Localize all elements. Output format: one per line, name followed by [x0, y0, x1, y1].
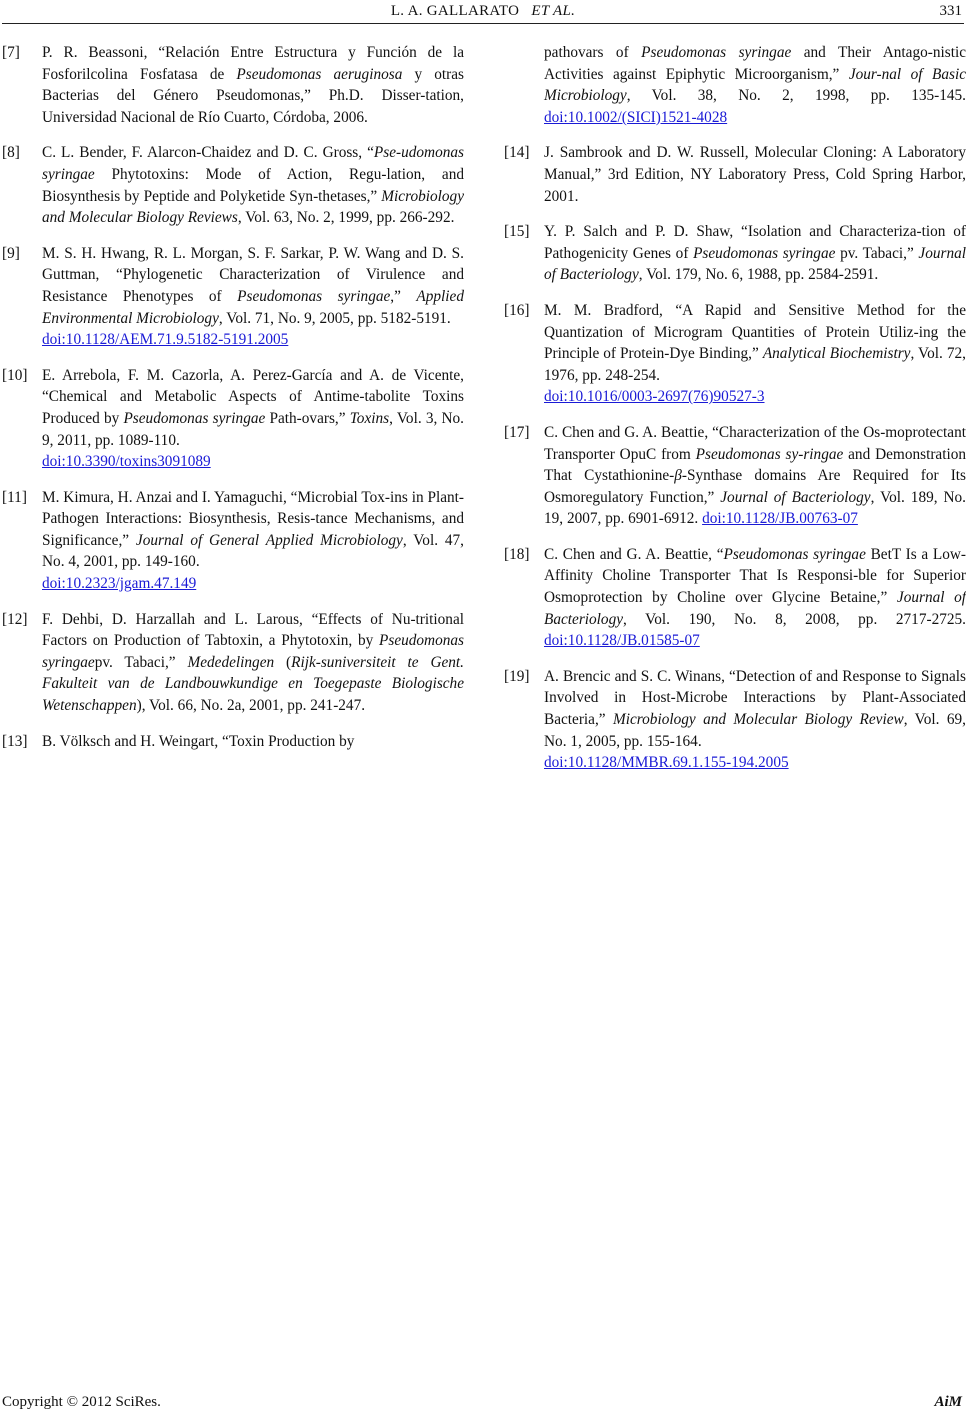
reference-italic-text: Jour-nal of Basic Microbiology	[544, 65, 966, 105]
reference-text	[42, 42, 464, 128]
reference-text-segment: P. R. Beassoni, “Relación Entre Estructura y Función de la Fosforilcolina Fosfatasa de	[42, 44, 464, 83]
reference-text-segment: B. Völksch and H. Weingart, “Toxin Production by	[42, 732, 355, 750]
reference-italic-text: β	[674, 467, 682, 485]
reference-text-segment: , Vol. 69, No. 1, 2005, pp. 155-164.	[544, 711, 966, 750]
reference-italic-text: Pseudomonas syringae	[42, 632, 464, 671]
reference-text	[42, 609, 464, 717]
doi-link[interactable]: doi:10.3390/toxins3091089	[42, 453, 211, 471]
reference-italic-text: Pseudomonas aeruginosa	[236, 65, 403, 83]
reference-italic-text: Pseudomonas syringae	[723, 545, 866, 563]
reference-text	[544, 300, 966, 408]
reference-italic-text: Applied Environmental Microbiology	[42, 287, 464, 327]
reference-number: [11]	[2, 488, 27, 506]
reference-italic-text: Analytical Biochemistry	[762, 345, 911, 363]
reference-text-segment: , Vol. 71, No. 9, 2005, pp. 5182-5191.	[218, 309, 451, 327]
reference-number: [14]	[504, 144, 530, 162]
reference-text-segment: ), Vol. 66, No. 2a, 2001, pp. 241-247.	[136, 697, 366, 715]
reference-text-segment: , Vol. 63, No. 2, 1999, pp. 266-292.	[237, 209, 455, 227]
reference-text-segment: C. Chen and G. A. Beattie, “Characterization of the Os-moprotectant Transporter OpuC from	[544, 423, 966, 463]
reference-text	[544, 422, 966, 530]
reference-item	[504, 544, 966, 652]
reference-text-segment: M. Kimura, H. Anzai and I. Yamaguchi, “Microbial Tox-ins in Plant-Pathogen Interactions: Biosynthesis, Resis-tance Mechanisms, and Significance,”	[42, 488, 464, 549]
reference-text-segment: M. M. Bradford, “A Rapid and Sensitive Method for the Quantization of Microgram Quantities of Protein Utiliz-ing the Principle of Protein-Dye Binding,”	[544, 301, 966, 363]
reference-text	[42, 487, 464, 595]
reference-item	[504, 142, 966, 207]
reference-text-segment: F. Dehbi, D. Harzallah and L. Larous, “Effects of Nu-tritional Factors on Production of Tabtoxin, a Phytotoxin, by	[42, 610, 464, 650]
reference-text-segment: M. S. H. Hwang, R. L. Morgan, S. F. Sarkar, P. W. Wang and D. S. Guttman, “Phylogenetic Characterization of Virulence and Resistance Phenotypes of	[42, 244, 464, 305]
reference-number: [18]	[504, 545, 530, 563]
reference-item	[2, 731, 464, 753]
reference-italic-text: Journal of General Applied Microbiology	[135, 531, 403, 549]
page-number: 331	[939, 3, 962, 19]
reference-text-segment: pv. Tabaci,”	[94, 653, 188, 671]
reference-text	[42, 243, 464, 351]
reference-item	[504, 422, 966, 530]
reference-number: [9]	[2, 244, 20, 262]
doi-link[interactable]: doi:10.1128/MMBR.69.1.155-194.2005	[544, 754, 789, 772]
header-rule	[2, 23, 964, 24]
reference-text-segment: and Their Antago-nistic Activities against Epiphytic Microorganism,”	[544, 44, 966, 83]
reference-item	[2, 142, 464, 228]
reference-number: [19]	[504, 667, 530, 685]
reference-text-segment: J. Sambrook and D. W. Russell, Molecular Cloning: A Laboratory Manual,” 3rd Edition, NY Laboratory Press, Cold Spring Harbor, 2001.	[544, 144, 966, 205]
reference-text-segment: A. Brencic and S. C. Winans, “Detection of and Response to Signals Involved in Host-Microbe Interactions by Plant-Associated Bacteria,”	[544, 667, 966, 729]
reference-number: [16]	[504, 301, 530, 319]
doi-link[interactable]: doi:10.1128/JB.00763-07	[702, 510, 858, 528]
reference-italic-text: Journal of Bacteriology	[544, 589, 966, 628]
copyright-notice: Copyright © 2012 SciRes.	[2, 1394, 161, 1410]
reference-text-segment: C. Chen and G. A. Beattie, “	[544, 545, 724, 563]
reference-text-segment: , Vol. 190, No. 8, 2008, pp. 2717-2725.	[623, 610, 966, 628]
reference-text	[544, 666, 966, 774]
reference-italic-text: Journal of Bacteriology	[544, 244, 966, 284]
reference-text	[544, 42, 966, 128]
reference-number: [8]	[2, 144, 20, 162]
reference-number: [13]	[2, 732, 28, 750]
reference-text-segment: , Vol. 47, No. 4, 2001, pp. 149-160.	[42, 531, 464, 571]
reference-column-right	[504, 42, 966, 788]
reference-text-segment: , Vol. 3, No. 9, 2011, pp. 1089-110.	[42, 409, 464, 449]
reference-italic-text: Pseudomonas syringae	[123, 409, 266, 427]
reference-text-segment: Path-ovars,”	[265, 409, 350, 427]
reference-italic-text: Pseudomonas syringae	[641, 44, 792, 61]
reference-text	[544, 544, 966, 652]
running-title-etal: ET AL.	[531, 3, 576, 19]
reference-item	[2, 365, 464, 473]
doi-link[interactable]: doi:10.1016/0003-2697(76)90527-3	[544, 388, 765, 406]
reference-text-segment: pv. Tabaci,”	[835, 244, 919, 262]
reference-item	[2, 42, 464, 128]
reference-italic-text: Pseudomonas syringae	[237, 287, 391, 305]
reference-text-segment: E. Arrebola, F. M. Cazorla, A. Perez-García and A. de Vicente, “Chemical and Metabolic Aspects of Antime-tabolite Toxins Produced by	[42, 366, 464, 427]
reference-text-segment: pathovars of	[544, 44, 642, 61]
reference-italic-text: Microbiology and Molecular Biology Reviews	[42, 187, 464, 227]
reference-text	[544, 142, 966, 207]
running-title	[0, 0, 966, 22]
doi-link[interactable]: doi:10.1128/JB.01585-07	[544, 632, 700, 650]
running-title-authors: L. A. GALLARATO	[390, 3, 520, 19]
reference-italic-text: Pseudomonas syringae	[693, 244, 836, 262]
reference-text-segment: and Demonstration That Cystathionine-	[544, 445, 966, 485]
reference-column-left	[2, 42, 464, 766]
journal-abbrev: AiM	[934, 1394, 962, 1410]
reference-text-segment: ,”	[390, 287, 417, 305]
reference-text	[544, 221, 966, 286]
reference-text-segment: , Vol. 179, No. 6, 1988, pp. 2584-2591.	[638, 266, 879, 284]
doi-link[interactable]: doi:10.1128/AEM.71.9.5182-5191.2005	[42, 331, 289, 349]
reference-text-segment: Y. P. Salch and P. D. Shaw, “Isolation and Characteriza-tion of Pathogenicity Genes of	[544, 223, 966, 262]
reference-italic-text: Rijk-suniversiteit te Gent. Fakulteit van de Landbouwkundige en Toegepaste Biologische Wetenschappen	[42, 653, 465, 715]
reference-italic-text: Mededelingen	[187, 653, 275, 671]
reference-text-segment: Phytotoxins: Mode of Action, Regu-lation, and Biosynthesis by Peptide and Polyketide Syn-thetases,”	[42, 165, 464, 205]
reference-italic-text: Pseudomonas sy-ringae	[695, 445, 844, 463]
reference-text-segment: BetT Is a Low-Affinity Choline Transporter That Is Responsi-ble for Superior Osmoprotection by Choline over Glycine Betaine,”	[544, 545, 966, 607]
doi-link[interactable]: doi:10.2323/jgam.47.149	[42, 575, 197, 593]
reference-item	[2, 609, 464, 717]
reference-italic-text: Toxins	[349, 409, 390, 427]
doi-link[interactable]: doi:10.1002/(SICI)1521-4028	[544, 108, 728, 126]
reference-number: [10]	[2, 366, 28, 384]
reference-text-segment: y otras Bacterias del Género Pseudomonas,” Ph.D. Disser-tation, Universidad Nacional de Río Cuarto, Córdoba, 2006.	[42, 65, 464, 126]
reference-text-segment: C. L. Bender, F. Alarcon-Chaidez and D. C. Gross, “	[42, 144, 374, 162]
reference-text-segment: (	[274, 653, 292, 671]
reference-italic-text: Pse-udomonas syringae	[42, 144, 464, 183]
reference-number: [15]	[504, 223, 530, 241]
reference-number: [12]	[2, 610, 28, 628]
reference-number: [17]	[504, 423, 530, 441]
reference-italic-text: Microbiology and Molecular Biology Review	[612, 711, 904, 729]
reference-text-segment: , Vol. 189, No. 19, 2007, pp. 6901-6912.	[544, 488, 966, 528]
reference-text-segment: -Synthase domains Are Required for Its Osmoregulatory Function,”	[544, 467, 966, 506]
reference-text	[42, 731, 464, 753]
reference-item	[2, 243, 464, 351]
reference-text	[42, 365, 464, 473]
reference-item	[504, 300, 966, 408]
reference-text	[42, 142, 464, 228]
reference-text-segment: , Vol. 38, No. 2, 1998, pp. 135-145.	[626, 87, 966, 105]
reference-italic-text: Journal of Bacteriology	[720, 488, 871, 506]
reference-item	[2, 487, 464, 595]
reference-text-segment: , Vol. 72, 1976, pp. 248-254.	[544, 345, 966, 384]
reference-number: [7]	[2, 44, 20, 61]
reference-item	[504, 42, 966, 128]
reference-item	[504, 221, 966, 286]
reference-item	[504, 666, 966, 774]
